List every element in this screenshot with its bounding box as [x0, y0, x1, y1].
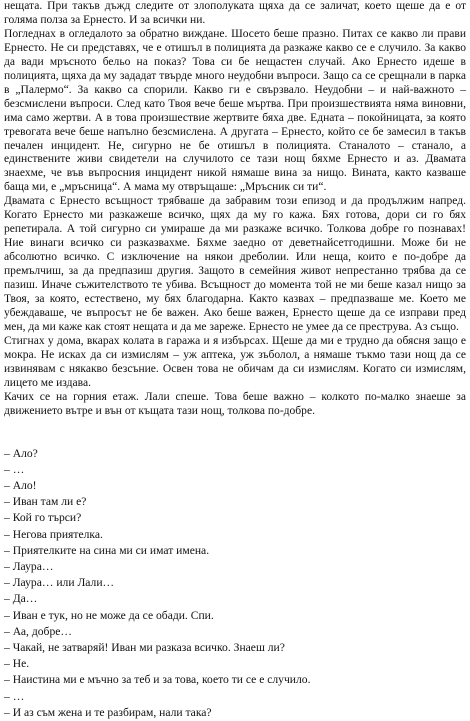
- dialogue-line: – …: [4, 689, 25, 703]
- dialogue-line: – Иван там ли е?: [4, 495, 87, 509]
- dialogue-line: – Ало!: [4, 479, 37, 492]
- dialogue-line: – Да…: [4, 592, 38, 606]
- dialogue-line: – Кой го търси?: [4, 511, 82, 525]
- paragraph: Погледнах в огледалото за обратно виждане. Шосето беше празно. Питах се какво ли прави Ернесто. Не си представях, че е отишъл в полицията да разкаже какво се е случило. За какво да вади мръсното бельо на показ? Това си бе нещастен случай. Ако Ернесто идеше в полицията, щяха да му зададат твърде много неудобни въпроси. Защо са се срещнали в парка в „Палермо“. За какво са спорили. Какво ги е свързвало. Неудобни – и най-важното – безсмислени въпроси. След като Твоя вече беше мъртва. При произшествията няма виновни, има само жертви. А в това произшествие жертвите бяха две. Едната – покойницата, за която тревогата вече беше напълно безсмислена. А другата – Ернесто, който се бе замесил в такъв печален инцидент. Не, сигурно не бе отишъл в полицията. Станалото – станало, а единствените живи свидетели на случилото се тази нощ бяхме Ернесто и аз. Двамата знаехме, че във въпросния инцидент никой нямаше вина за нищо. Вината, както казваше баща ми, е „мръсница“. А мама му отвръщаше: „Мръсник си ти“.: [4, 27, 466, 194]
- dialogue-line: – Лаура… или Лали…: [4, 576, 115, 590]
- dialogue-line: – Лаура…: [4, 560, 54, 574]
- dialogue-line: – Наистина ми е мъчно за теб и за това, което ти се е случило.: [4, 673, 311, 687]
- dialogue-section: [0, 446, 470, 721]
- paragraph: Качих се на горния етаж. Лали спеше. Това беше важно – колкото по-малко знаеше за движението вътре и вън от къщата тази нощ, толкова по-добре.: [4, 390, 466, 417]
- dialogue-line: – Не.: [4, 657, 30, 671]
- paragraph: Стигнах у дома, вкарах колата в гаража и я избърсах. Щеше да ми е трудно да обясня защо е мокра. Не исках да си измислям – уж аптека, уж зъболол, а нямаше тъкмо тази нощ да се извинявам с някакво безсъние. Освен това не обичам да си измислям. Когато си измислям, лицето ме издава.: [4, 334, 466, 389]
- paragraph: Двамата с Ернесто всъщност трябваше да забравим този епизод и да продължим напред. Когато Ернесто ми разкажеше всичко, щях да му го кажа. Бях готова, дори си го бях репетирала. А той сигурно си умираше да ми разкаже всичко. Толкова добре го познавах! Ние винаги всичко си разказвахме. Бяхме заедно от деветнайсетгодишни. Може би не абсолютно всичко. С изключение на някои дреболии. Или неща, които е по-добре да премълчиш, за да предпазиш другия. Защото в семейния живот непрестанно трябва да се пазиш. Иначе съжителството те убива. Всъщност до момента той не ми беше казал нищо за Твоя, за която, естествено, му бях благодарна. Както казвах – предпазваше ме. Което ме убеждаваше, че въпросът не бе важен. Ако беше важен, Ернесто щеше да се изправи пред мен, да ми каже как стоят нещата и да ме зареже. Ернесто не умее да се преструва. Аз също.: [4, 195, 466, 333]
- dialogue-line: – Чакай, не затваряй! Иван ми разказа всичко. Знаеш ли?: [4, 641, 285, 655]
- paragraph: нещата. При такъв дъжд следите от злополуката щяха да се заличат, което щеше да е от голяма полза за Ернесто. И за всички ни.: [4, 0, 466, 26]
- dialogue-line: – Иван е тук, но не може да се обади. Спи.: [4, 608, 214, 622]
- dialogue-line: – Приятелките на сина ми си имат имена.: [4, 543, 210, 557]
- dialogue-line: – Негова приятелка.: [4, 527, 103, 541]
- dialogue-line: – И аз съм жена и те разбирам, нали така?: [4, 705, 212, 719]
- dialogue-line: – Аа, добре…: [4, 624, 72, 638]
- dialogue-line: – …: [4, 462, 25, 476]
- dialogue-line: – Ало?: [4, 446, 38, 460]
